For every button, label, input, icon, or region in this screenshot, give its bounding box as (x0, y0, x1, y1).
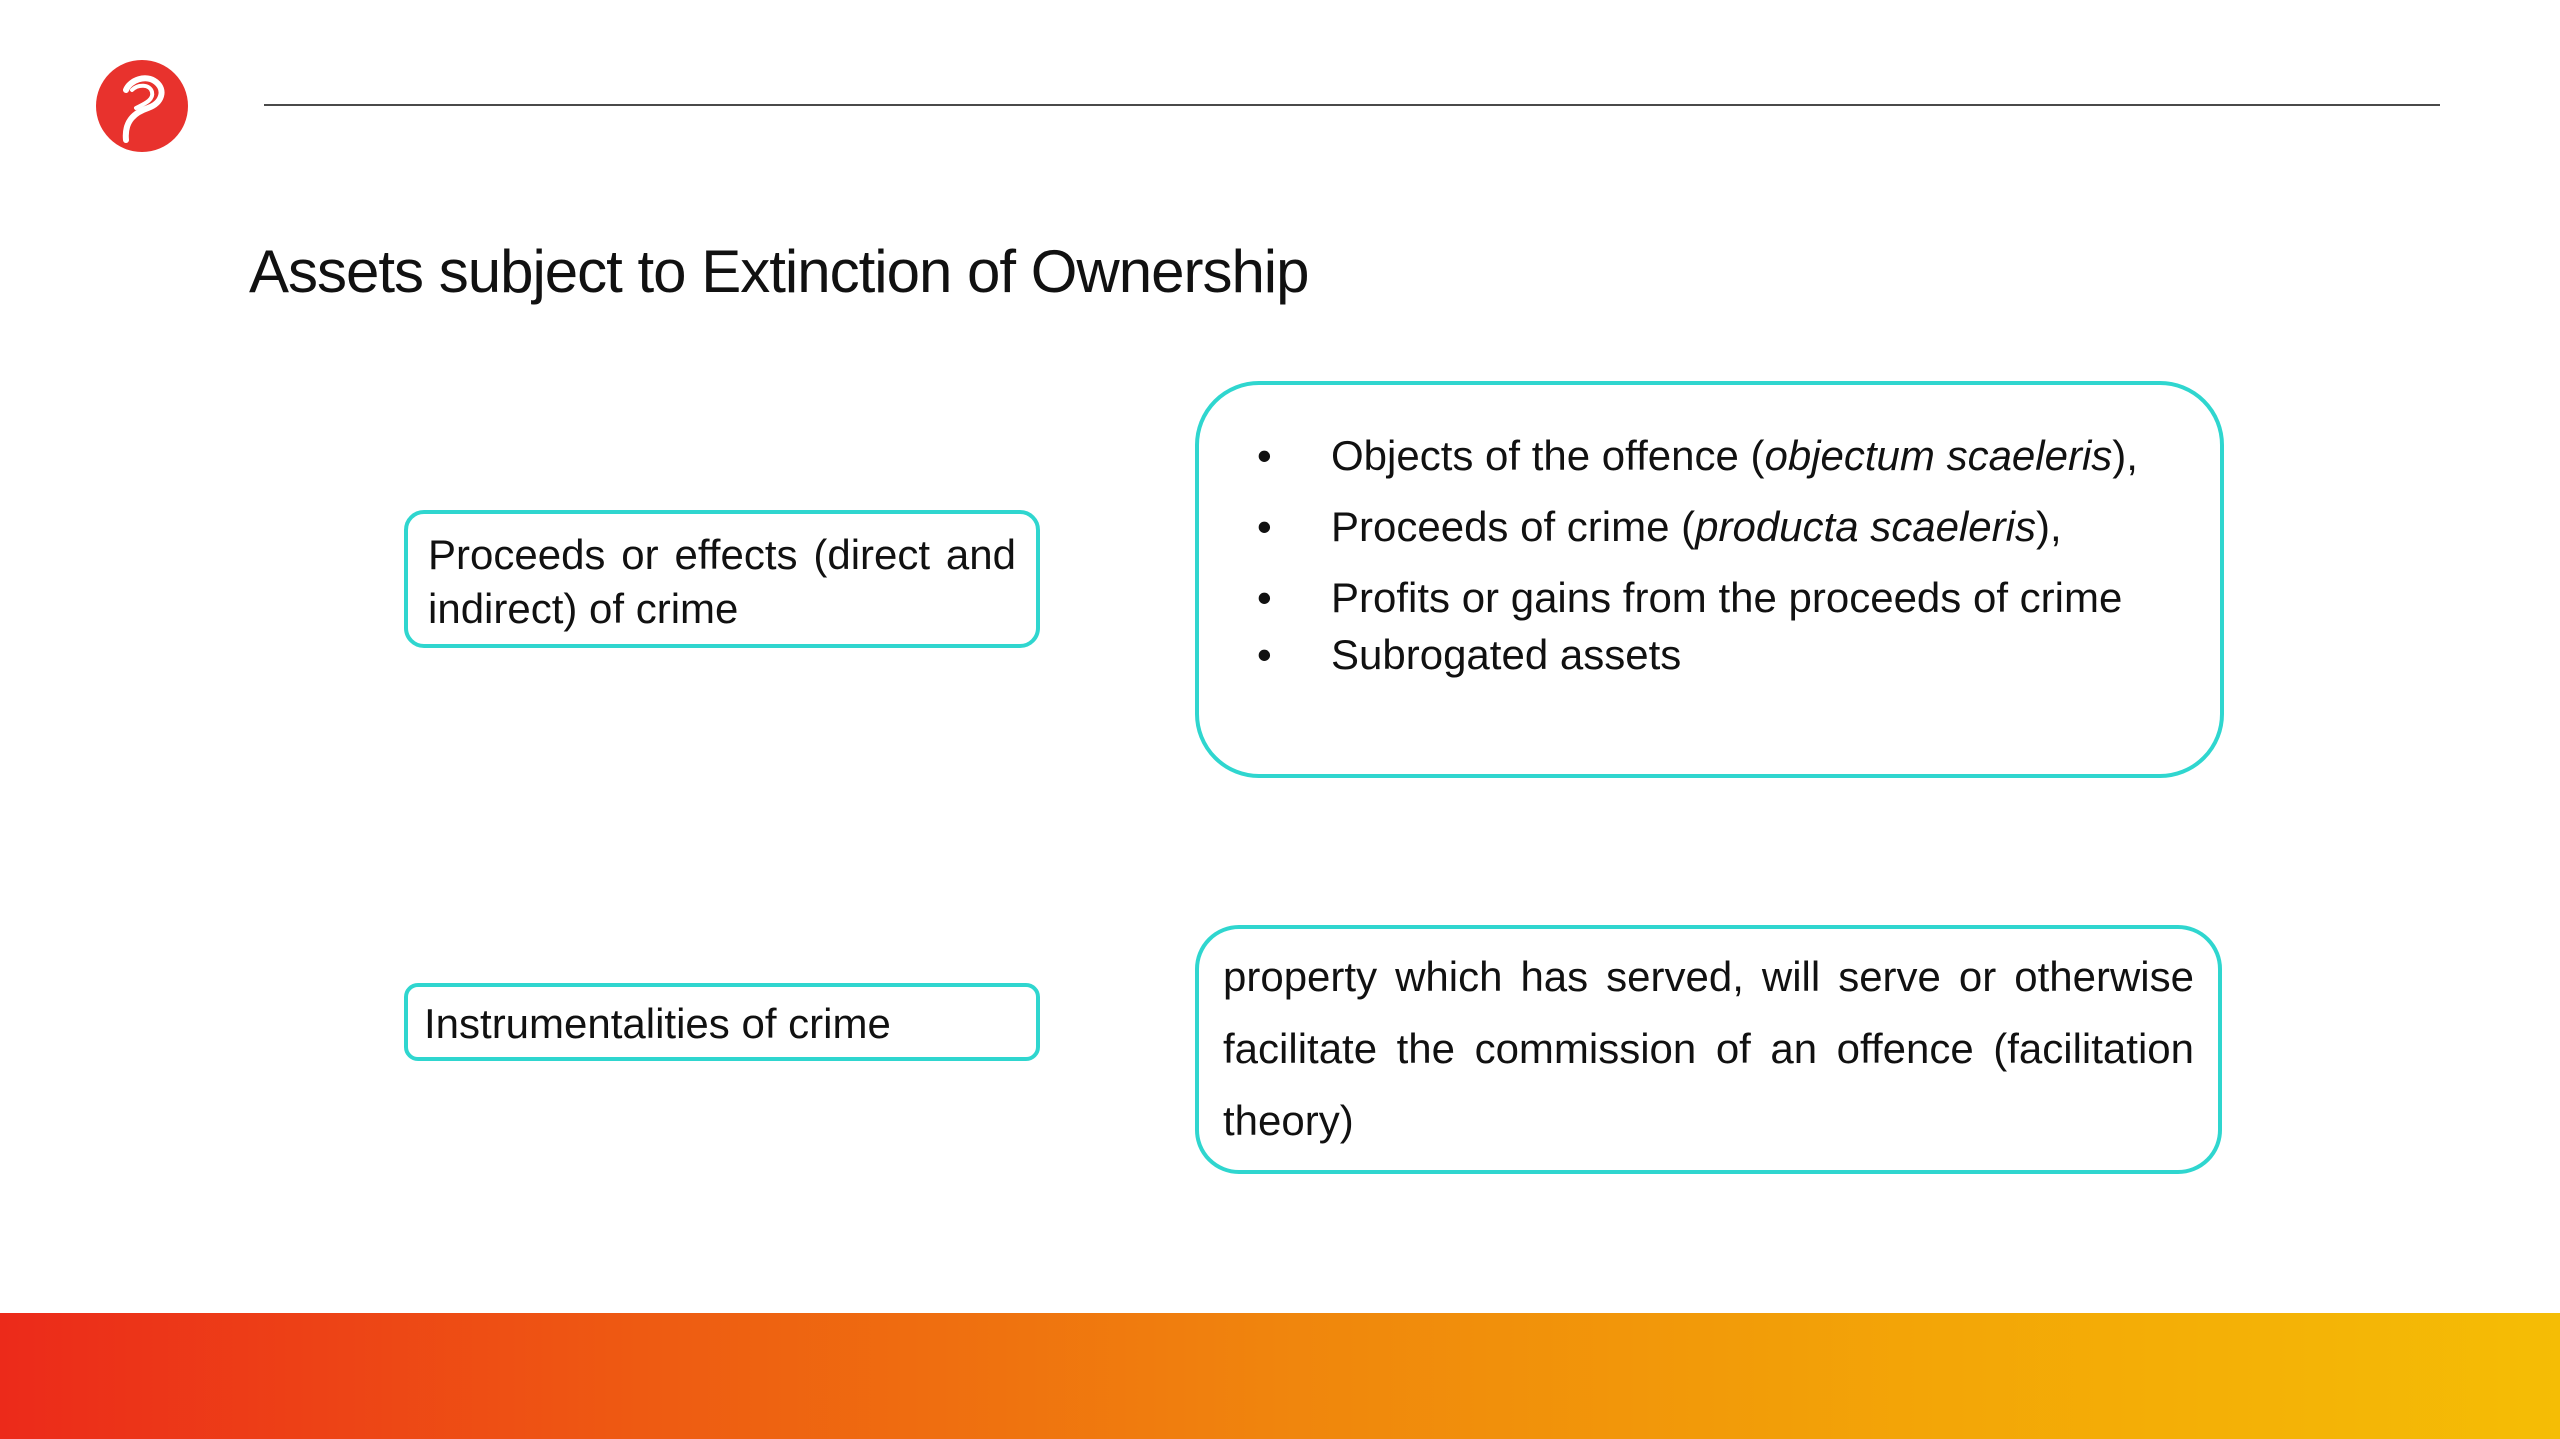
slide-title: Assets subject to Extinction of Ownership (249, 238, 1309, 305)
bullet-item (1225, 627, 2190, 683)
bullet-dot: • (1257, 574, 1272, 621)
bullet-text: Subrogated assets (1331, 631, 1682, 678)
footer-gradient-bar (0, 1313, 2560, 1439)
bullet-dot: • (1257, 432, 1272, 479)
bullet-dot: • (1257, 631, 1272, 678)
instrumentalities-box-label: Instrumentalities of crime (424, 1000, 891, 1047)
bullet-italic-term: objectum scaeleris (1764, 432, 2113, 479)
proceeds-box-label: Proceeds or effects (direct and indirect) of crime (428, 531, 1016, 632)
logo-icon (96, 60, 188, 152)
bullet-italic-term: producta scaeleris (1695, 503, 2036, 550)
bullet-dot: • (1257, 503, 1272, 550)
bullet-text: Objects of the offence ( (1331, 432, 1765, 479)
bullet-item (1225, 563, 2190, 633)
header-divider (264, 104, 2440, 106)
bullet-text: Proceeds of crime ( (1331, 503, 1696, 550)
bullet-item (1225, 491, 2190, 563)
bullet-text: Profits or gains from the proceeds of crime (1331, 574, 2123, 621)
proceeds-box (404, 510, 1040, 648)
proceeds-detail-box (1195, 381, 2224, 778)
bullet-text-end: ), (2035, 503, 2062, 550)
instrumentalities-box (404, 983, 1040, 1061)
proceeds-bullet-list (1225, 421, 2190, 683)
instrumentalities-detail-text: property which has served, will serve or otherwise facilitate the commission of an offence (facilitation theory) (1223, 953, 2194, 1144)
bullet-text-end: ), (2112, 432, 2138, 479)
instrumentalities-detail-box (1195, 925, 2222, 1174)
bullet-item (1225, 421, 2190, 491)
